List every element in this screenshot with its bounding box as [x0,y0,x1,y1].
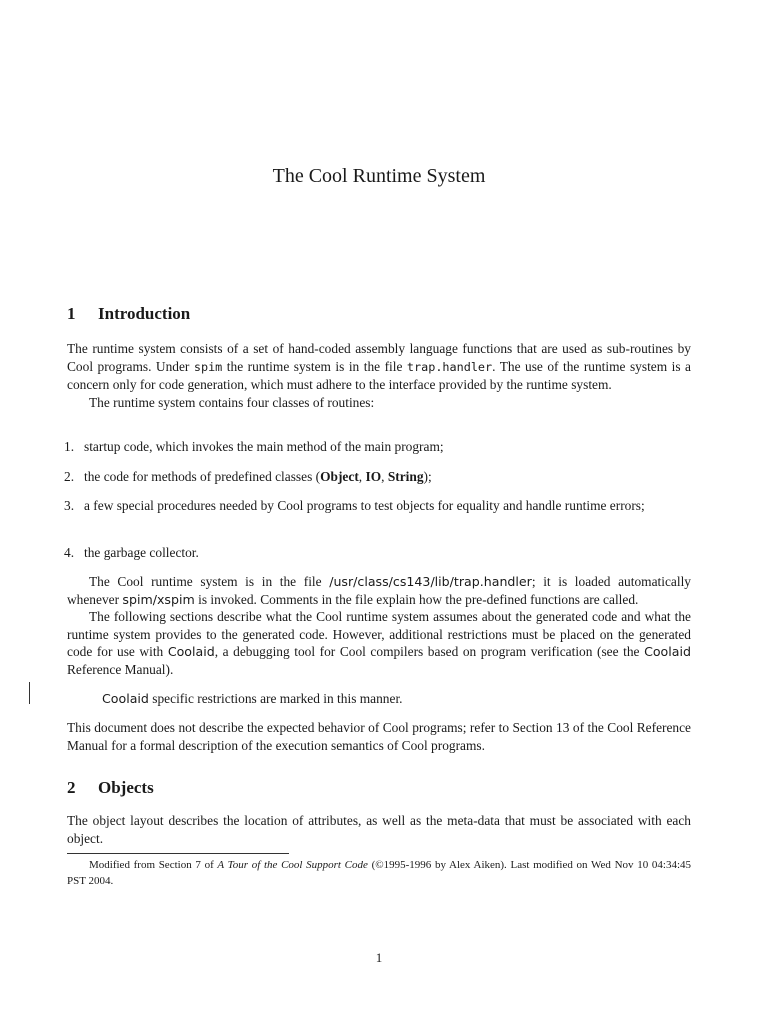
list-marker: 3. [64,498,75,513]
text: , a debugging tool for Cool compilers based on program verification (see the [214,644,645,660]
margin-bar-marker [29,682,30,704]
runtime-location-paragraph [67,573,691,608]
list-item-text: startup code, which invokes the main method of the main program; [84,439,444,454]
list-item [64,468,691,486]
list-item-text: a few special procedures needed by Cool programs to test objects for equality and handle runtime errors; [84,498,645,513]
code-spim: spim [193,359,223,374]
text: is invoked. Comments in the file explain how the pre-defined functions are called. [194,591,639,607]
class-string: String [387,469,424,484]
file-path: /usr/class/cs143/lib/trap.handler [329,574,532,589]
separator: , [358,469,366,484]
section-number: 1 [67,304,76,323]
text: the runtime system is in the file [222,358,407,374]
separator: , [381,469,388,484]
section-heading-introduction [67,304,190,324]
document-scope-paragraph: This document does not describe the expected behavior of Cool programs; refer to Section 13 of the Cool Reference Manual for a formal description of the execution semantics of Cool programs. [67,720,691,753]
text: (©1995-1996 by Alex Aiken). Last modified on Wed Nov 10 04:34:45 PST 2004. [67,859,692,887]
section-title: Objects [98,778,154,797]
list-marker: 4. [64,545,75,560]
coolaid-note [102,690,691,708]
objects-paragraph: The object layout describes the location of attributes, as well as the meta-data that must be associated with each object. [67,813,691,846]
text: Reference Manual). [67,661,174,677]
intro-paragraph [67,340,691,411]
list-item-text: the code for methods of predefined classes ( [84,469,321,484]
document-title: The Cool Runtime System [272,165,486,187]
text: ; it is loaded automatically whenever [67,574,691,607]
list-marker: 2. [64,469,75,484]
list-item [64,544,691,562]
tool-name: Coolaid [167,644,215,660]
intro-paragraph-2: The runtime system contains four classes of routines: [89,394,375,410]
text: The runtime system consists of a set of hand-coded assembly language functions that are used as sub-routines by Cool programs. Under [67,341,691,374]
section-number: 2 [67,778,76,797]
section-title: Introduction [98,304,191,323]
text: specific restrictions are marked in this manner. [148,691,403,706]
list-item [64,497,691,515]
list-item-text: the garbage collector. [84,545,199,560]
class-object: Object [320,469,359,484]
class-io: IO [365,469,382,484]
tool-name: Coolaid [644,644,691,660]
text: The Cool runtime system is in the file [89,574,330,589]
page-number: 1 [375,950,383,965]
list-item [64,438,691,456]
text: . The use of the runtime system is a concern only for code generation, which must adhere to the interface provided by the runtime system. [67,358,691,393]
text: The following sections describe what the Cool runtime system assumes about the generated code and what the runtime system provides to the generated code. However, additional restrictions must be placed on the generated code for use with [67,609,691,660]
following-sections-paragraph [67,608,691,678]
code-filename: trap.handler [406,359,493,374]
command-name: spim/xspim [122,591,195,607]
footnote [67,857,691,889]
text: Modified from Section 7 of [89,859,218,871]
cited-title: A Tour of the Cool Support Code [217,859,368,871]
tool-name: Coolaid [102,691,149,706]
list-item-text: ); [423,469,432,484]
section-heading-objects [67,778,154,798]
list-marker: 1. [64,439,75,454]
footnote-divider [67,853,289,854]
